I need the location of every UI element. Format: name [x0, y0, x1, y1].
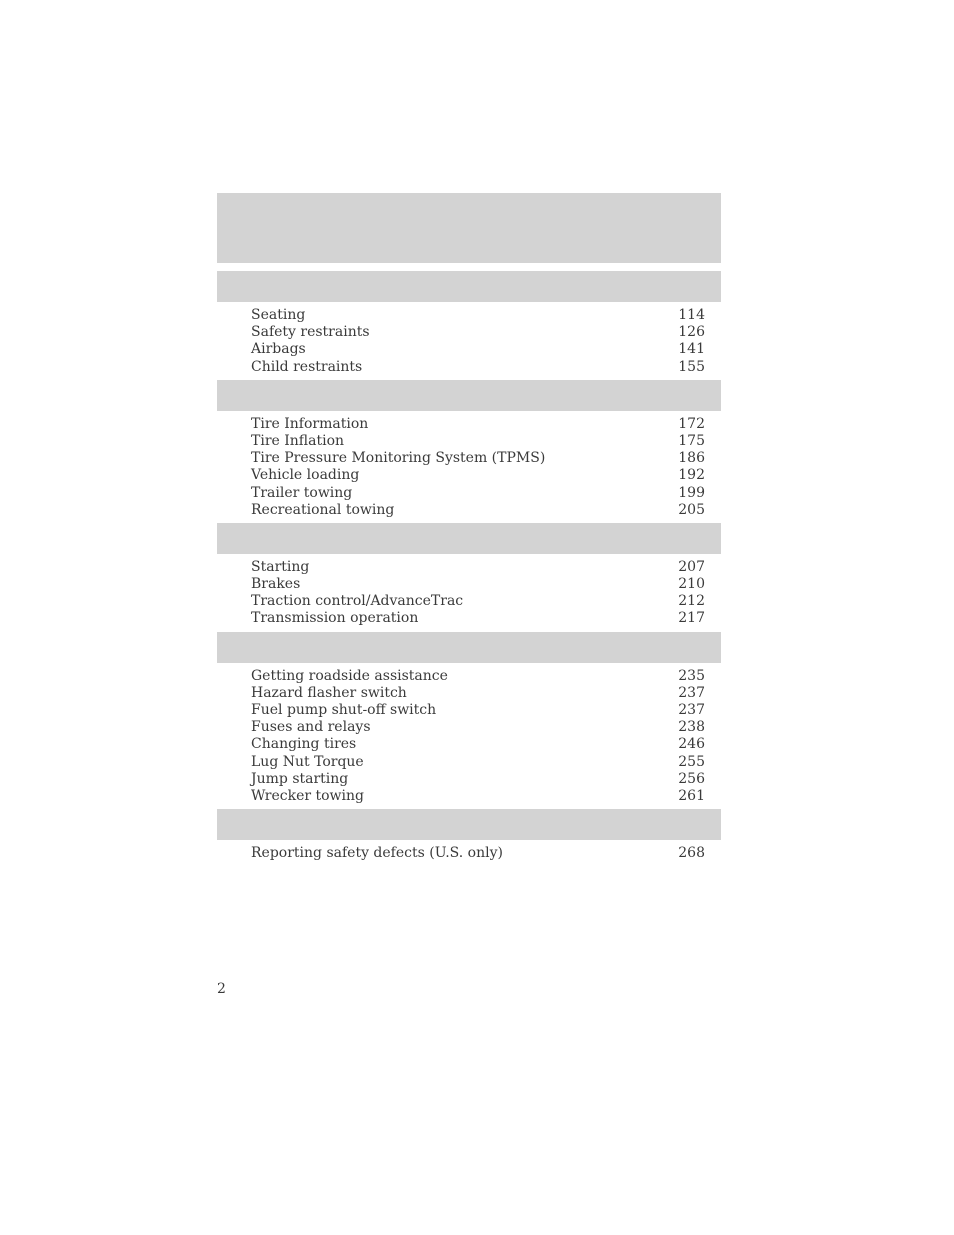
toc-entry: [251, 610, 705, 627]
toc-entry-page: 126: [678, 324, 705, 341]
toc-sections: [217, 271, 721, 866]
toc-entry-page: 192: [678, 467, 705, 484]
toc-entry-page: 141: [678, 341, 705, 358]
toc-entry-title: Hazard flasher switch: [251, 684, 407, 701]
toc-entry: [251, 754, 705, 771]
toc-entry-title: Child restraints: [251, 358, 363, 375]
toc-entry: [251, 702, 705, 719]
toc-entry: [251, 502, 705, 519]
header-banner: [217, 193, 721, 263]
toc-entry-page: 217: [678, 610, 705, 627]
toc-entry-page: 210: [678, 576, 705, 593]
toc-entry-title: Changing tires: [251, 736, 357, 753]
toc-entry: [251, 845, 705, 862]
section-bar: [217, 809, 721, 840]
toc-entry-title: Recreational towing: [251, 501, 395, 518]
toc-entry-page: 155: [678, 358, 705, 375]
toc-entry-title: Jump starting: [251, 770, 349, 787]
toc-entry: [251, 416, 705, 433]
toc-entry-title: Brakes: [251, 576, 301, 593]
section-entries: [217, 554, 721, 632]
toc-entry: [251, 719, 705, 736]
toc-entry: [251, 359, 705, 376]
section-bar: [217, 523, 721, 554]
section-entries: [217, 663, 721, 810]
toc-entry-title: Traction control/AdvanceTrac: [251, 593, 464, 610]
toc-entry-title: Trailer towing: [251, 484, 353, 501]
toc-entry: [251, 450, 705, 467]
section-bar: [217, 632, 721, 663]
toc-entry-page: 205: [678, 501, 705, 518]
section-entries: [217, 411, 721, 523]
section-bar: [217, 271, 721, 302]
toc-entry: [251, 788, 705, 805]
toc-entry-page: 186: [678, 450, 705, 467]
toc-entry-page: 175: [678, 432, 705, 449]
toc-entry-page: 237: [678, 702, 705, 718]
toc-entry: [251, 341, 705, 358]
toc-entry: [251, 576, 705, 593]
toc-entry-title: Reporting safety defects (U.S. only): [251, 845, 503, 862]
section-bar: [217, 380, 721, 411]
toc-entry: [251, 771, 705, 788]
toc-entry-title: Wrecker towing: [251, 787, 364, 804]
toc-entry-page: 235: [678, 667, 705, 684]
toc-entry-title: Tire Information: [251, 415, 369, 432]
toc-entry: [251, 467, 705, 484]
toc-entry-page: 255: [678, 753, 705, 770]
toc-entry-page: 256: [678, 770, 705, 787]
toc-entry-page: 199: [678, 484, 705, 501]
toc-entry-page: 212: [678, 593, 705, 610]
toc-entry-page: 207: [678, 558, 705, 575]
toc-entry-title: Tire Inflation: [251, 432, 345, 449]
toc-entry-title: Safety restraints: [251, 324, 370, 341]
toc-entry-title: Vehicle loading: [251, 467, 360, 484]
toc-entry-title: Transmission operation: [251, 610, 419, 627]
toc-entry-page: 246: [678, 736, 705, 753]
toc-entry: [251, 736, 705, 753]
toc-entry-title: Seating: [251, 307, 306, 323]
toc-entry-title: Fuses and relays: [251, 719, 371, 736]
toc-entry-title: Fuel pump shut-off switch: [251, 702, 437, 718]
toc-entry-title: Airbags: [251, 341, 306, 358]
section-entries: [217, 840, 721, 866]
toc-entry: [251, 433, 705, 450]
toc-entry-page: 261: [678, 787, 705, 804]
toc-entry: [251, 485, 705, 502]
toc-entry-title: Tire Pressure Monitoring System (TPMS): [251, 450, 546, 467]
toc-entry-title: Lug Nut Torque: [251, 753, 364, 770]
toc-entry-title: Starting: [251, 558, 310, 575]
toc-entry-page: 237: [678, 684, 705, 701]
section-entries: [217, 302, 721, 380]
toc-entry-page: 114: [678, 307, 705, 323]
page-number: 2: [217, 981, 226, 997]
toc-entry-page: 268: [678, 845, 705, 862]
toc-entry: [251, 559, 705, 576]
toc-entry-page: 238: [678, 719, 705, 736]
toc-entry-page: 172: [678, 415, 705, 432]
toc-entry-title: Getting roadside assistance: [251, 667, 448, 684]
table-of-contents: [217, 193, 721, 866]
toc-entry: [251, 593, 705, 610]
toc-entry: [251, 685, 705, 702]
toc-entry: [251, 324, 705, 341]
toc-entry: [251, 668, 705, 685]
toc-entry: [251, 307, 705, 324]
